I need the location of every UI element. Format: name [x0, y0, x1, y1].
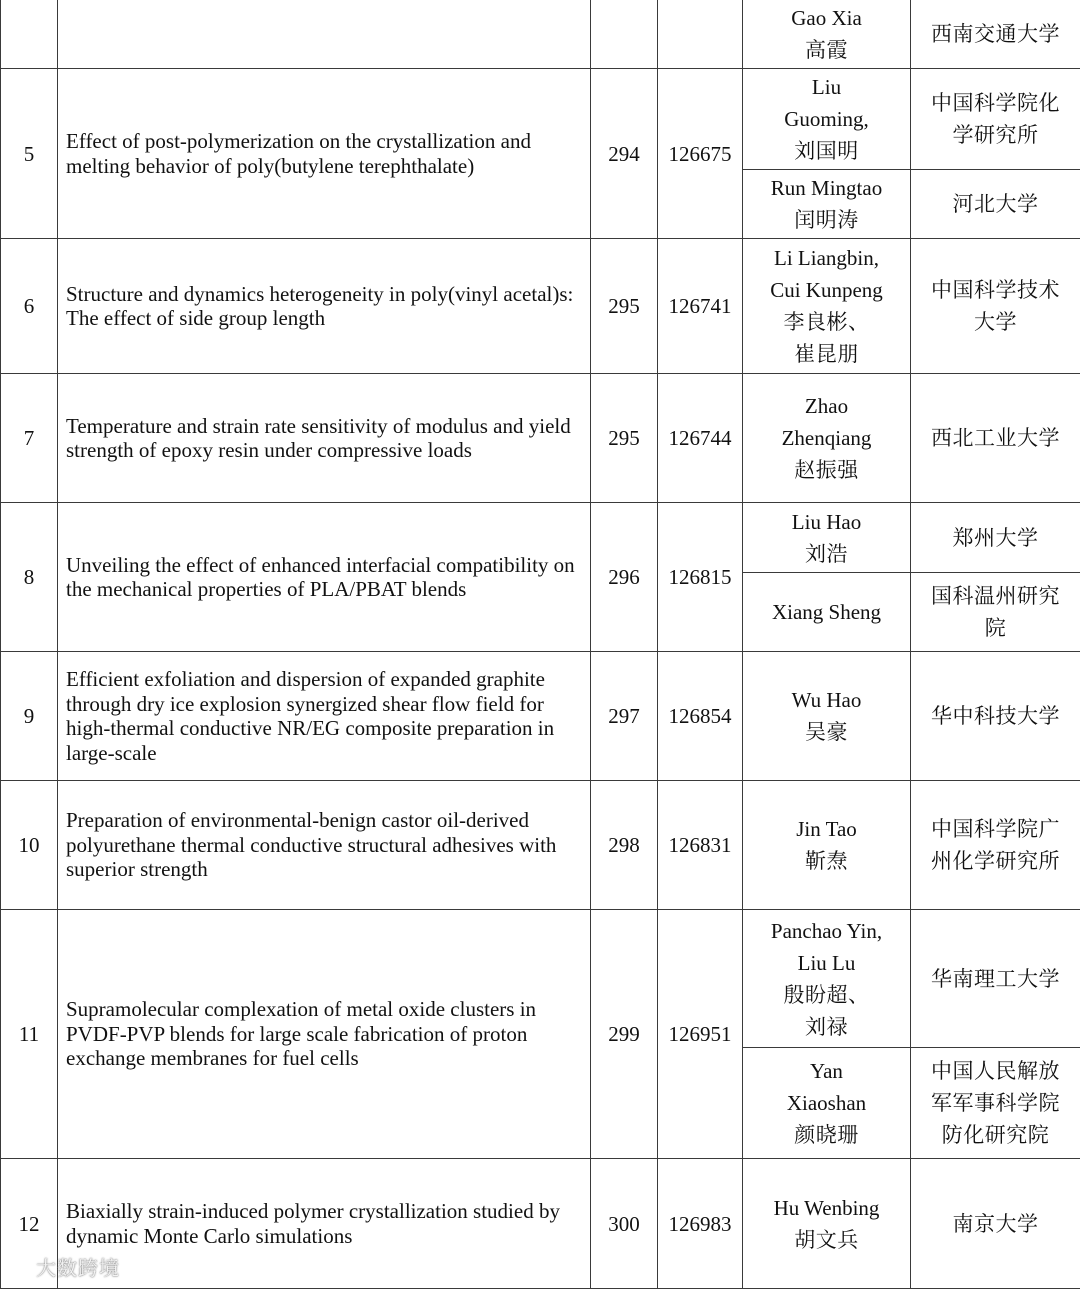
text-line: 吴豪	[743, 716, 910, 748]
corresponding-author	[743, 503, 911, 573]
text-line: 中国科学院广	[911, 813, 1080, 845]
article-number: 126675	[658, 69, 743, 239]
article-number: 126951	[658, 910, 743, 1159]
article-number: 126983	[658, 1159, 743, 1289]
text-line: Yan	[743, 1055, 910, 1087]
text-line: 刘禄	[743, 1011, 910, 1043]
text-line: 大学	[911, 306, 1080, 338]
text-line: Zhao	[743, 390, 910, 422]
row-number: 6	[1, 239, 58, 374]
text-line: Hu Wenbing	[743, 1192, 910, 1224]
text-line: 中国科学院化	[911, 87, 1080, 119]
paper-title	[58, 781, 591, 910]
corresponding-author	[743, 652, 911, 781]
institution	[911, 239, 1080, 374]
text-line: 殷盼超、	[743, 979, 910, 1011]
text-line: Xiang Sheng	[743, 596, 910, 628]
table-row	[1, 652, 1080, 781]
text-line: through dry ice explosion synergized shear flow field for	[66, 692, 582, 717]
text-line: 刘国明	[743, 135, 910, 167]
text-line: Efficient exfoliation and dispersion of expanded graphite	[66, 667, 582, 692]
institution	[911, 573, 1080, 652]
text-line: 西南交通大学	[911, 18, 1080, 50]
text-line: dynamic Monte Carlo simulations	[66, 1224, 582, 1249]
institution	[911, 69, 1080, 170]
text-line: 学研究所	[911, 119, 1080, 151]
text-line: Liu Lu	[743, 947, 910, 979]
watermark-text: 大数跨境	[36, 1252, 120, 1281]
text-line: 中国人民解放	[911, 1055, 1080, 1087]
text-line: 国科温州研究	[911, 580, 1080, 612]
paper-title	[58, 239, 591, 374]
table-row	[1, 0, 1080, 69]
article-number: 126741	[658, 239, 743, 374]
row-number	[1, 0, 58, 69]
paper-title	[58, 503, 591, 652]
corresponding-author	[743, 0, 911, 69]
volume	[591, 0, 658, 69]
text-line: polyurethane thermal conductive structural adhesives with	[66, 833, 582, 858]
text-line: 刘浩	[743, 538, 910, 570]
volume: 295	[591, 374, 658, 503]
text-line: 靳焘	[743, 845, 910, 877]
paper-title	[58, 69, 591, 239]
row-number: 11	[1, 910, 58, 1159]
text-line: large-scale	[66, 741, 582, 766]
article-number: 126815	[658, 503, 743, 652]
text-line: exchange membranes for fuel cells	[66, 1046, 582, 1071]
text-line: Unveiling the effect of enhanced interfacial compatibility on	[66, 553, 582, 578]
table-row	[1, 503, 1080, 573]
text-line: 防化研究院	[911, 1119, 1080, 1151]
text-line: 高霞	[743, 34, 910, 66]
article-number	[658, 0, 743, 69]
volume: 297	[591, 652, 658, 781]
text-line: 院	[911, 612, 1080, 644]
corresponding-author	[743, 1159, 911, 1289]
text-line: Effect of post-polymerization on the crystallization and	[66, 129, 582, 154]
institution	[911, 503, 1080, 573]
row-number: 9	[1, 652, 58, 781]
row-number: 12	[1, 1159, 58, 1289]
paper-title	[58, 910, 591, 1159]
text-line: 华中科技大学	[911, 700, 1080, 732]
text-line: Panchao Yin,	[743, 915, 910, 947]
corresponding-author	[743, 573, 911, 652]
text-line: high-thermal conductive NR/EG composite preparation in	[66, 716, 582, 741]
text-line: 崔昆朋	[743, 338, 910, 370]
row-number: 7	[1, 374, 58, 503]
row-number: 10	[1, 781, 58, 910]
table-body	[1, 0, 1080, 1289]
table-row	[1, 239, 1080, 374]
article-number: 126854	[658, 652, 743, 781]
institution	[911, 374, 1080, 503]
text-line: Supramolecular complexation of metal oxide clusters in	[66, 997, 582, 1022]
corresponding-author	[743, 374, 911, 503]
corresponding-author	[743, 910, 911, 1048]
text-line: Liu	[743, 71, 910, 103]
corresponding-author	[743, 781, 911, 910]
volume: 296	[591, 503, 658, 652]
paper-title	[58, 374, 591, 503]
text-line: 河北大学	[911, 188, 1080, 220]
text-line: 郑州大学	[911, 522, 1080, 554]
text-line: Preparation of environmental-benign castor oil-derived	[66, 808, 582, 833]
logo-icon	[2, 1256, 32, 1278]
paper-title	[58, 652, 591, 781]
text-line: Structure and dynamics heterogeneity in poly(vinyl acetal)s:	[66, 282, 582, 307]
text-line: PVDF-PVP blends for large scale fabrication of proton	[66, 1022, 582, 1047]
institution	[911, 0, 1080, 69]
institution	[911, 910, 1080, 1048]
text-line: 颜晓珊	[743, 1119, 910, 1151]
text-line: 闰明涛	[743, 204, 910, 236]
table-row	[1, 374, 1080, 503]
table-row	[1, 781, 1080, 910]
text-line: Zhenqiang	[743, 422, 910, 454]
watermark	[2, 1252, 120, 1281]
text-line: melting behavior of poly(butylene terephthalate)	[66, 154, 582, 179]
row-number: 5	[1, 69, 58, 239]
text-line: Temperature and strain rate sensitivity of modulus and yield	[66, 414, 582, 439]
article-number: 126744	[658, 374, 743, 503]
institution	[911, 170, 1080, 239]
institution	[911, 652, 1080, 781]
text-line: Xiaoshan	[743, 1087, 910, 1119]
text-line: the mechanical properties of PLA/PBAT blends	[66, 577, 582, 602]
text-line: Gao Xia	[743, 2, 910, 34]
institution	[911, 1159, 1080, 1289]
paper-title	[58, 0, 591, 69]
text-line: 中国科学技术	[911, 274, 1080, 306]
table-row	[1, 69, 1080, 170]
text-line: Jin Tao	[743, 813, 910, 845]
text-line: 西北工业大学	[911, 422, 1080, 454]
text-line: 南京大学	[911, 1208, 1080, 1240]
corresponding-author	[743, 1048, 911, 1159]
corresponding-author	[743, 239, 911, 374]
text-line: The effect of side group length	[66, 306, 582, 331]
corresponding-author	[743, 69, 911, 170]
volume: 299	[591, 910, 658, 1159]
text-line: Guoming,	[743, 103, 910, 135]
paper-title	[58, 1159, 591, 1289]
text-line: Cui Kunpeng	[743, 274, 910, 306]
corresponding-author	[743, 170, 911, 239]
volume: 295	[591, 239, 658, 374]
text-line: Wu Hao	[743, 684, 910, 716]
article-number: 126831	[658, 781, 743, 910]
text-line: 李良彬、	[743, 306, 910, 338]
institution	[911, 781, 1080, 910]
volume: 298	[591, 781, 658, 910]
text-line: Biaxially strain-induced polymer crystallization studied by	[66, 1199, 582, 1224]
text-line: Run Mingtao	[743, 172, 910, 204]
text-line: Liu Hao	[743, 506, 910, 538]
table-row	[1, 1159, 1080, 1289]
volume: 294	[591, 69, 658, 239]
row-number: 8	[1, 503, 58, 652]
text-line: 赵振强	[743, 454, 910, 486]
text-line: 州化学研究所	[911, 845, 1080, 877]
text-line: Li Liangbin,	[743, 242, 910, 274]
volume: 300	[591, 1159, 658, 1289]
text-line: 华南理工大学	[911, 963, 1080, 995]
text-line: 胡文兵	[743, 1224, 910, 1256]
institution	[911, 1048, 1080, 1159]
text-line: strength of epoxy resin under compressive loads	[66, 438, 582, 463]
table-row	[1, 910, 1080, 1048]
text-line: superior strength	[66, 857, 582, 882]
text-line: 军军事科学院	[911, 1087, 1080, 1119]
